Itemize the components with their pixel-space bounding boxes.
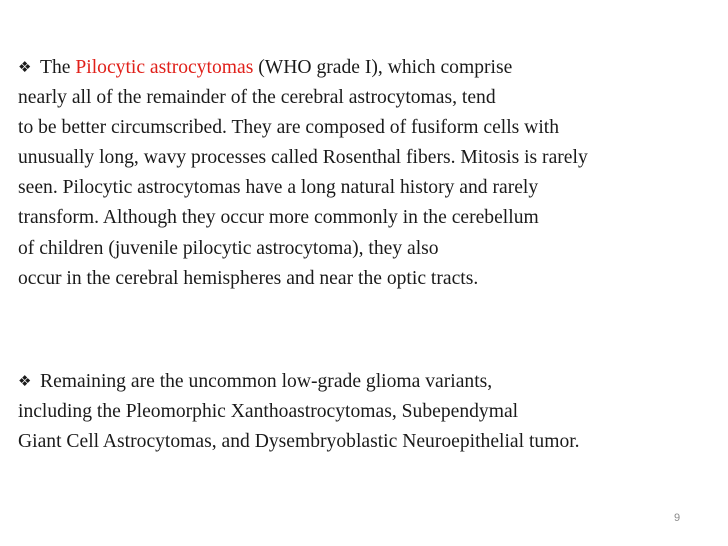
- page-number: 9: [674, 512, 681, 524]
- paragraph-line: seen. Pilocytic astrocytomas have a long natural history and rarely: [18, 177, 539, 199]
- paragraph-first-line: [18, 52, 723, 83]
- diamond-bullet-icon: ❖: [18, 58, 32, 76]
- paragraph-line: nearly all of the remainder of the cerebral astrocytomas, tend: [18, 87, 496, 109]
- text-prefix: The: [40, 57, 71, 78]
- paragraph-line: to be better circumscribed. They are composed of fusiform cells with: [18, 117, 560, 139]
- paragraph-line: occur in the cerebral hemispheres and near the optic tracts.: [18, 267, 479, 289]
- paragraph-line: including the Pleomorphic Xanthoastrocytomas, Subependymal: [18, 401, 519, 423]
- text-first-line: Remaining are the uncommon low-grade glioma variants,: [40, 371, 493, 392]
- text-suffix: (WHO grade I), which comprise: [258, 57, 513, 78]
- paragraph-line: Giant Cell Astrocytomas, and Dysembryoblastic Neuroepithelial tumor.: [18, 431, 580, 453]
- paragraph-line: transform. Although they occur more commonly in the cerebellum: [18, 207, 539, 229]
- paragraph-first-line: [18, 366, 723, 397]
- paragraph-line: of children (juvenile pilocytic astrocytoma), they also: [18, 237, 439, 259]
- paragraph-pilocytic: [18, 52, 723, 294]
- paragraph-line: unusually long, wavy processes called Rosenthal fibers. Mitosis is rarely: [18, 147, 588, 169]
- diamond-bullet-icon: ❖: [18, 372, 32, 390]
- paragraph-variants: [18, 366, 723, 457]
- highlighted-term: Pilocytic astrocytomas: [75, 57, 254, 78]
